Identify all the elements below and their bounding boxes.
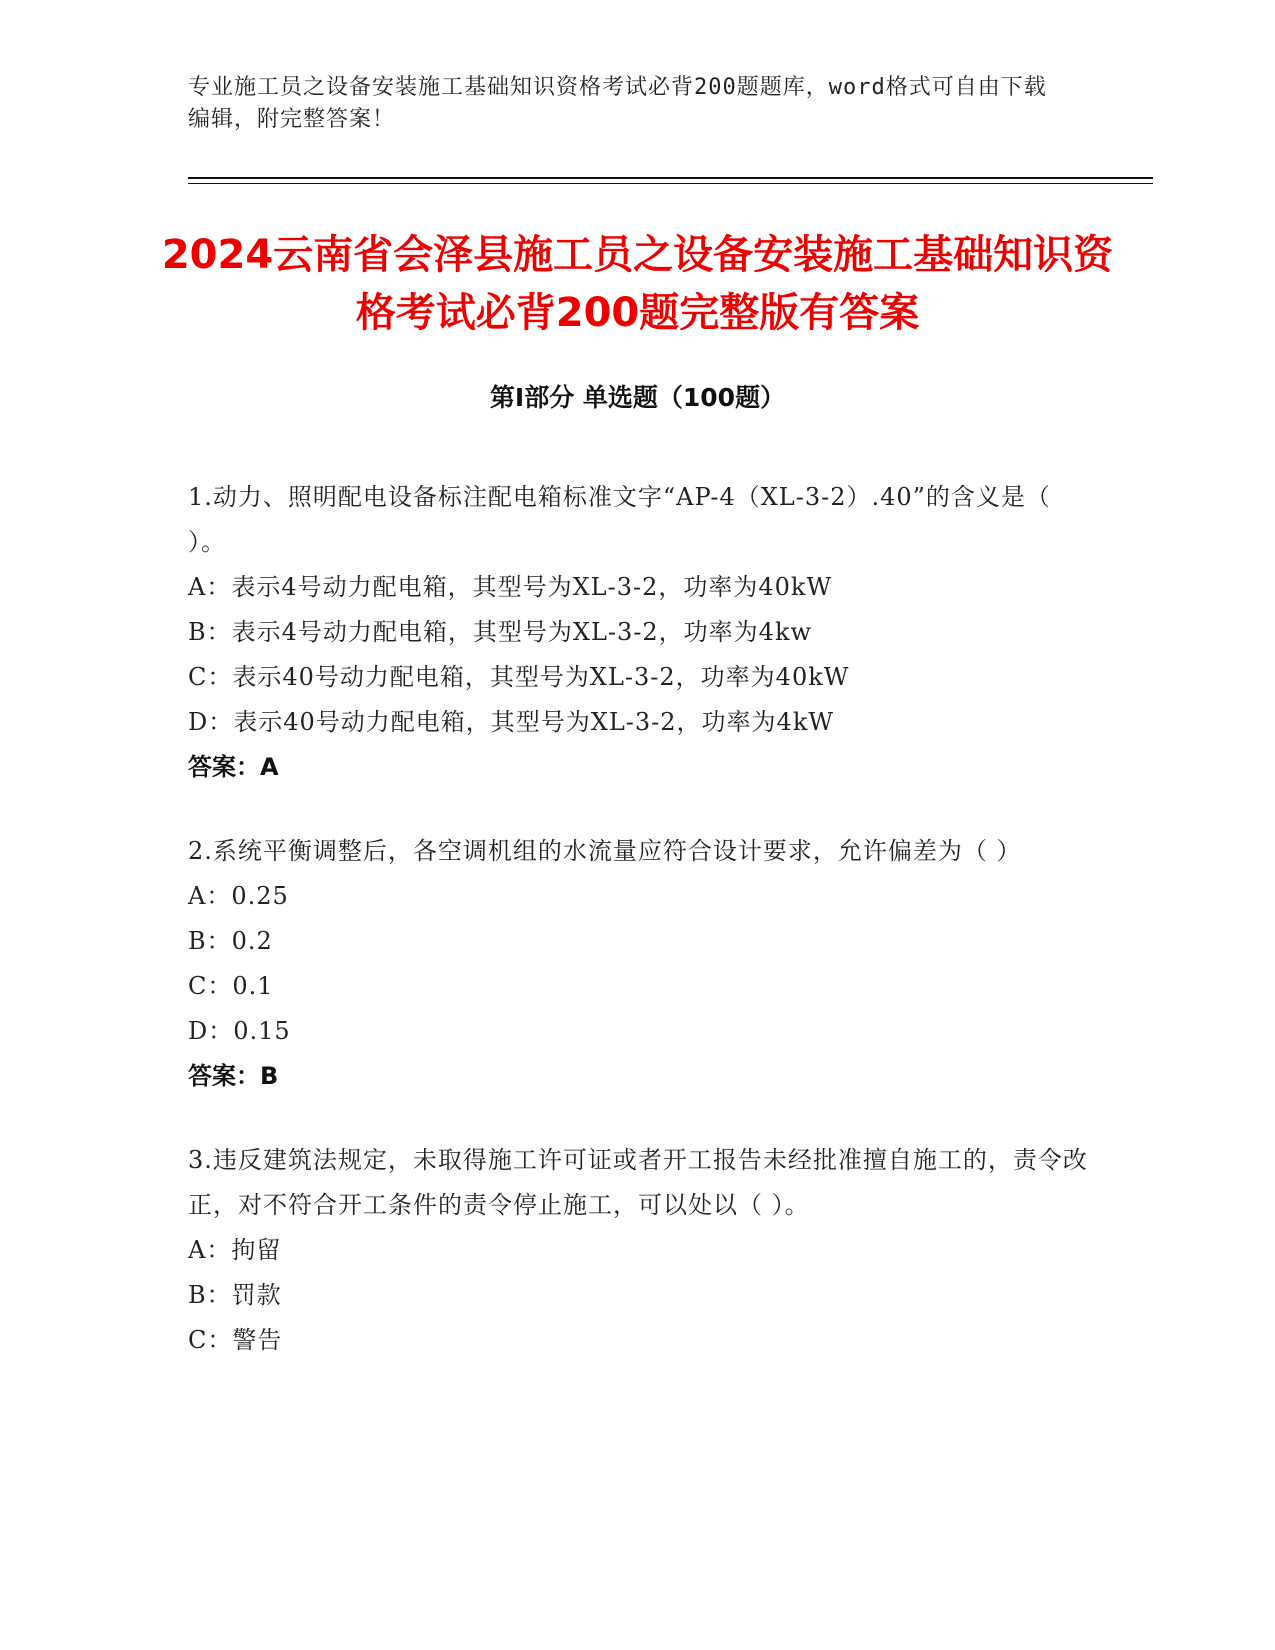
question-1 [188, 475, 1088, 790]
document-title: 2024云南省会泽县施工员之设备安装施工基础知识资格考试必背200题完整版有答案 [161, 232, 1114, 336]
option-d: D：0.15 [188, 1017, 291, 1045]
answer-line: 答案：B [188, 1062, 279, 1090]
option-d: D：表示40号动力配电箱，其型号为XL-3-2，功率为4kW [188, 708, 835, 736]
question-3 [188, 1138, 1088, 1363]
option-a: A：0.25 [188, 882, 289, 910]
option-b: B：罚款 [188, 1281, 282, 1309]
answer-line: 答案：A [188, 753, 279, 781]
option-b: B：0.2 [188, 927, 273, 955]
header-rule-thick [188, 177, 1153, 179]
question-stem: 3.违反建筑法规定，未取得施工许可证或者开工报告未经批准擅自施工的，责令改正，对不符合开工条件的责令停止施工，可以处以（ ）。 [188, 1146, 1088, 1219]
question-list [188, 475, 1088, 1402]
header-note: 专业施工员之设备安装施工基础知识资格考试必背200题题库，word格式可自由下载编辑，附完整答案！ [188, 75, 1047, 132]
option-a: A：表示4号动力配电箱，其型号为XL-3-2，功率为40kW [188, 573, 833, 601]
option-a: A：拘留 [188, 1236, 282, 1264]
question-stem: 1.动力、照明配电设备标注配电箱标准文字“AP-4（XL-3-2）.40”的含义是（ ）。 [188, 483, 1051, 556]
section-title: 第Ⅰ部分 单选题（100题） [489, 383, 786, 412]
header-rule-thin [188, 183, 1153, 184]
option-c: C：警告 [188, 1326, 283, 1354]
question-stem: 2.系统平衡调整后，各空调机组的水流量应符合设计要求，允许偏差为（ ） [188, 837, 1022, 865]
question-2 [188, 829, 1088, 1099]
option-b: B：表示4号动力配电箱，其型号为XL-3-2，功率为4kw [188, 618, 813, 646]
option-c: C：0.1 [188, 972, 274, 1000]
option-c: C：表示40号动力配电箱，其型号为XL-3-2，功率为40kW [188, 663, 850, 691]
